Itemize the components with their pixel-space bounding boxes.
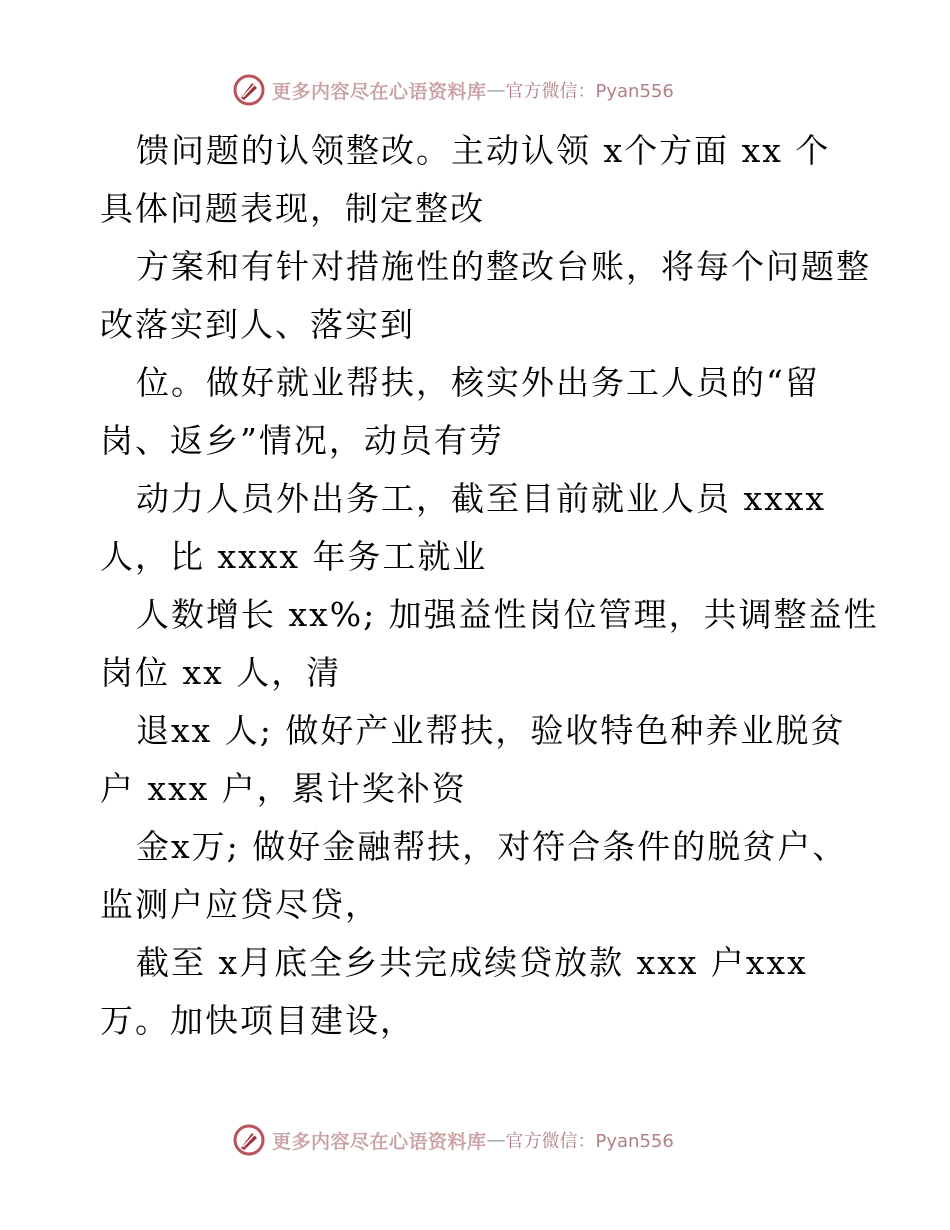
text-line: 退xx 人; 做好产业帮扶，验收特色种养业脱贫 <box>136 711 846 750</box>
text-line: 位。做好就业帮扶，核实外出务工人员的“留 <box>136 363 820 402</box>
watermark-contact-text: 官方微信：Pyan556 <box>505 1131 674 1152</box>
text-line: 改落实到人、落实到 <box>100 305 415 344</box>
text-line: 户 xxx 户，累计奖补资 <box>100 769 467 808</box>
text-line: 馈问题的认领整改。主动认领 x个方面 xx 个 <box>136 131 831 170</box>
text-line: 金x万; 做好金融帮扶，对符合条件的脱贫户、 <box>136 827 848 866</box>
watermark-separator: — <box>486 1129 506 1151</box>
document-body <box>100 122 879 1050</box>
text-line: 具体问题表现，制定整改 <box>100 189 485 228</box>
text-line: 岗、返乡”情况，动员有劳 <box>100 421 504 460</box>
watermark-contact-text: 官方微信：Pyan556 <box>505 81 674 102</box>
pen-nib-logo-icon <box>232 73 266 107</box>
text-line: 人数增长 xx%; 加强益性岗位管理，共调整益性 <box>136 595 879 634</box>
text-line: 岗位 xx 人，清 <box>100 653 342 692</box>
text-line: 方案和有针对措施性的整改台账，将每个问题整 <box>136 247 871 286</box>
watermark-footer <box>232 1120 732 1160</box>
text-line: 监测户应贷尽贷， <box>100 885 380 924</box>
text-line: 截至 x月底全乡共完成续贷放款 xxx 户xxx <box>136 943 808 982</box>
text-line: 动力人员外出务工，截至目前就业人员 xxxx <box>136 479 826 518</box>
watermark-main-text: 更多内容尽在心语资料库 <box>272 80 487 103</box>
watermark-main-text: 更多内容尽在心语资料库 <box>272 1130 487 1153</box>
text-line: 万。加快项目建设， <box>100 1001 415 1040</box>
watermark-header <box>232 70 732 110</box>
watermark-separator: — <box>486 79 506 101</box>
text-line: 人，比 xxxx 年务工就业 <box>100 537 488 576</box>
pen-nib-logo-icon <box>232 1123 266 1157</box>
